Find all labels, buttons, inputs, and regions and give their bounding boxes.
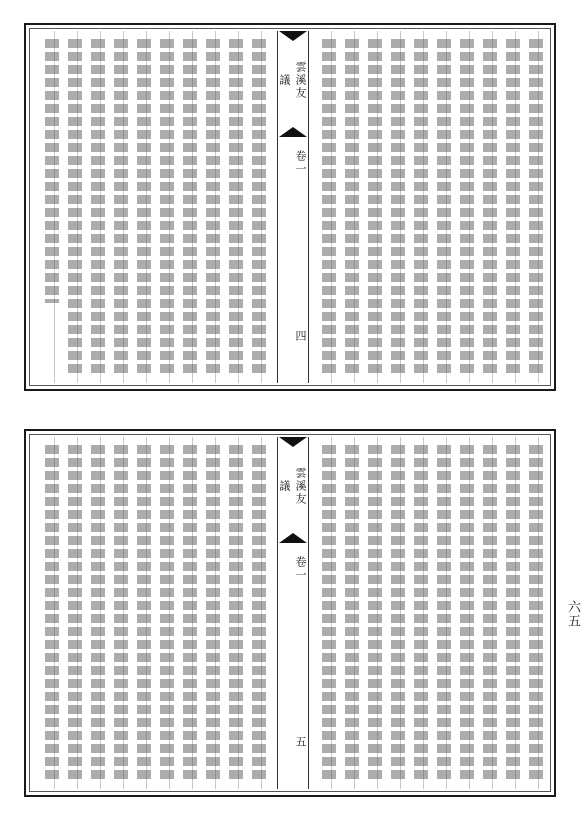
text-column (354, 437, 355, 789)
text-column (215, 437, 216, 789)
text-column (100, 437, 101, 789)
page-number: 六五 (565, 600, 580, 628)
text-column (100, 31, 101, 383)
text-column (469, 437, 470, 789)
text-column (331, 31, 332, 383)
fish-tail-top (279, 437, 307, 447)
text-column (492, 31, 493, 383)
block-heart (277, 31, 309, 383)
leaf-four (24, 23, 556, 391)
fish-tail-middle (279, 533, 307, 543)
text-column (54, 437, 55, 789)
text-columns-right-bottom (309, 437, 548, 789)
text-column (261, 437, 262, 789)
text-columns-right-top (309, 31, 548, 383)
text-column (515, 31, 516, 383)
text-columns-left-top (32, 31, 271, 383)
text-column (169, 31, 170, 383)
text-column (123, 31, 124, 383)
text-column (215, 31, 216, 383)
text-column (469, 31, 470, 383)
text-column (192, 437, 193, 789)
text-column (538, 31, 539, 383)
juan-label: 卷一 (294, 150, 307, 176)
fish-tail-top (279, 31, 307, 41)
leaf-five (24, 429, 556, 797)
text-column (492, 437, 493, 789)
text-column (169, 437, 170, 789)
text-column (123, 437, 124, 789)
text-column (400, 437, 401, 789)
leaf-number: 五 (294, 735, 307, 749)
text-column (446, 31, 447, 383)
text-column (238, 437, 239, 789)
leaf-number: 四 (294, 329, 307, 343)
text-column (354, 31, 355, 383)
text-column (261, 31, 262, 383)
book-title: 雲溪友議 (278, 466, 307, 506)
block-heart (277, 437, 309, 789)
text-column (423, 437, 424, 789)
text-column (515, 437, 516, 789)
text-column (377, 31, 378, 383)
juan-label: 卷一 (294, 556, 307, 582)
text-column (146, 437, 147, 789)
text-column (423, 31, 424, 383)
text-column (331, 437, 332, 789)
text-column (192, 31, 193, 383)
text-columns-left-bottom (32, 437, 271, 789)
text-column (238, 31, 239, 383)
text-column (538, 437, 539, 789)
text-column (400, 31, 401, 383)
text-column (446, 437, 447, 789)
text-column (146, 31, 147, 383)
book-title: 雲溪友議 (278, 60, 307, 100)
text-column (377, 437, 378, 789)
text-column (77, 437, 78, 789)
text-column (54, 31, 55, 383)
fish-tail-middle (279, 127, 307, 137)
text-column (77, 31, 78, 383)
